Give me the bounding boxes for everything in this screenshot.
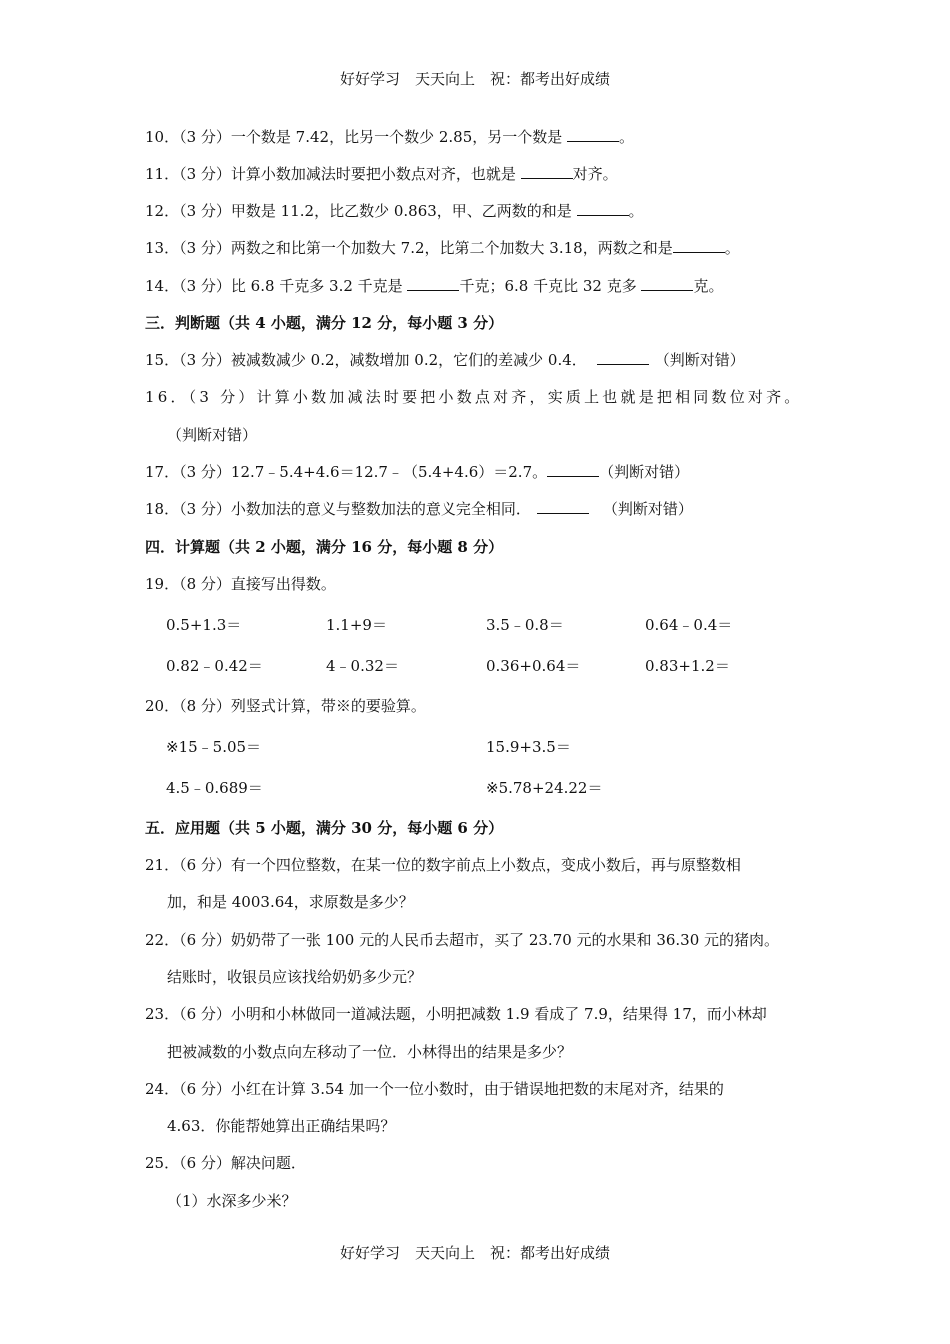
calc-item: 0.64﹣0.4＝ — [645, 616, 733, 634]
question-16: 16．（3 分）计算小数加减法时要把小数点对齐，实质上也就是把相同数位对齐。 — [145, 388, 803, 406]
calc-item: 15.9+3.5＝ — [486, 738, 571, 756]
answer-blank[interactable] — [641, 278, 693, 291]
question-12-text: 12．（3 分）甲数是 11.2，比乙数少 0.863，甲、乙两数的和是 — [145, 202, 577, 220]
section-4-heading: 四．计算题（共 2 小题，满分 16 分，每小题 8 分） — [145, 538, 504, 556]
question-13: 13．（3 分）两数之和比第一个加数大 7.2，比第二个加数大 3.18，两数之和是 。 — [145, 239, 740, 257]
question-20-title: 20．（8 分）列竖式计算，带※的要验算。 — [145, 697, 426, 715]
calc-item: 0.82﹣0.42＝ — [166, 657, 263, 675]
answer-blank[interactable] — [577, 203, 629, 216]
section-5-heading: 五．应用题（共 5 小题，满分 30 分，每小题 6 分） — [145, 819, 504, 837]
calc-item: ※15﹣5.05＝ — [166, 738, 262, 756]
calc-item: 0.36+0.64＝ — [486, 657, 581, 675]
answer-blank[interactable] — [567, 129, 619, 142]
calc-item: 4﹣0.32＝ — [326, 657, 399, 675]
question-15-text: 15．（3 分）被减数减少 0.2，减数增加 0.2，它们的差减少 0.4． — [145, 351, 587, 369]
question-23-cont: 把被减数的小数点向左移动了一位．小林得出的结果是多少？ — [167, 1043, 573, 1061]
answer-blank[interactable] — [521, 166, 573, 179]
question-10-text: 10．（3 分）一个数是 7.42，比另一个数少 2.85，另一个数是 — [145, 128, 568, 146]
question-12: 12．（3 分）甲数是 11.2，比乙数少 0.863，甲、乙两数的和是 。 — [145, 202, 644, 220]
calc-item: ※5.78+24.22＝ — [486, 779, 603, 797]
question-24: 24．（6 分）小红在计算 3.54 加一个一位小数时，由于错误地把数的末尾对齐，结果的 — [145, 1080, 724, 1098]
question-14-text: 14．（3 分）比 6.8 千克多 3.2 千克是 — [145, 277, 408, 295]
answer-blank[interactable] — [673, 240, 725, 253]
question-22: 22．（6 分）奶奶带了一张 100 元的人民币去超市，买了 23.70 元的水果和 36.30 元的猪肉。 — [145, 931, 780, 949]
calc-item: 3.5﹣0.8＝ — [486, 616, 564, 634]
page-footer: 好好学习 天天向上 祝：都考出好成绩 — [339, 1244, 610, 1262]
question-10: 10．（3 分）一个数是 7.42，比另一个数少 2.85，另一个数是 。 — [145, 128, 635, 146]
question-25-sub-1: （1）水深多少米？ — [167, 1192, 297, 1210]
question-22-cont: 结账时，收银员应该找给奶奶多少元？ — [167, 968, 423, 986]
question-17: 17．（3 分）12.7﹣5.4+4.6＝12.7﹣（5.4+4.6）＝2.7。 （判断对错） — [145, 463, 690, 481]
question-11: 11．（3 分）计算小数加减法时要把小数点对齐，也就是 对齐。 — [145, 165, 618, 183]
calc-item: 0.5+1.3＝ — [166, 616, 242, 634]
question-18: 18．（3 分）小数加法的意义与整数加法的意义完全相同． （判断对错） — [145, 500, 693, 518]
question-14: 14．（3 分）比 6.8 千克多 3.2 千克是 千克；6.8 千克比 32 克多 克。 — [145, 277, 724, 295]
answer-blank[interactable] — [547, 464, 599, 477]
question-13-text: 13．（3 分）两数之和比第一个加数大 7.2，比第二个加数大 3.18，两数之和是 — [145, 239, 673, 257]
question-15: 15．（3 分）被减数减少 0.2，减数增加 0.2，它们的差减少 0.4． （判断对错） — [145, 351, 745, 369]
question-21: 21．（6 分）有一个四位整数，在某一位的数字前点上小数点，变成小数后，再与原整数相 — [145, 856, 741, 874]
section-3-heading: 三．判断题（共 4 小题，满分 12 分，每小题 3 分） — [145, 314, 504, 332]
page-header: 好好学习 天天向上 祝：都考出好成绩 — [339, 70, 610, 88]
calc-item: 0.83+1.2＝ — [645, 657, 730, 675]
calc-item: 1.1+9＝ — [326, 616, 387, 634]
question-23: 23．（6 分）小明和小林做同一道减法题，小明把减数 1.9 看成了 7.9，结果得 17，而小林却 — [145, 1005, 767, 1023]
question-11-text: 11．（3 分）计算小数加减法时要把小数点对齐，也就是 — [145, 165, 521, 183]
question-21-cont: 加，和是 4003.64，求原数是多少？ — [167, 893, 414, 911]
calc-item: 4.5﹣0.689＝ — [166, 779, 263, 797]
question-19-title: 19．（8 分）直接写出得数。 — [145, 575, 336, 593]
question-25-title: 25．（6 分）解决问题． — [145, 1154, 306, 1172]
answer-blank[interactable] — [407, 278, 459, 291]
question-16-judge: （判断对错） — [167, 426, 258, 444]
answer-blank[interactable] — [537, 501, 589, 514]
question-18-text: 18．（3 分）小数加法的意义与整数加法的意义完全相同． — [145, 500, 531, 518]
answer-blank[interactable] — [597, 352, 649, 365]
question-24-cont: 4.63．你能帮她算出正确结果吗？ — [167, 1117, 396, 1135]
question-17-text: 17．（3 分）12.7﹣5.4+4.6＝12.7﹣（5.4+4.6）＝2.7。 — [145, 463, 548, 481]
